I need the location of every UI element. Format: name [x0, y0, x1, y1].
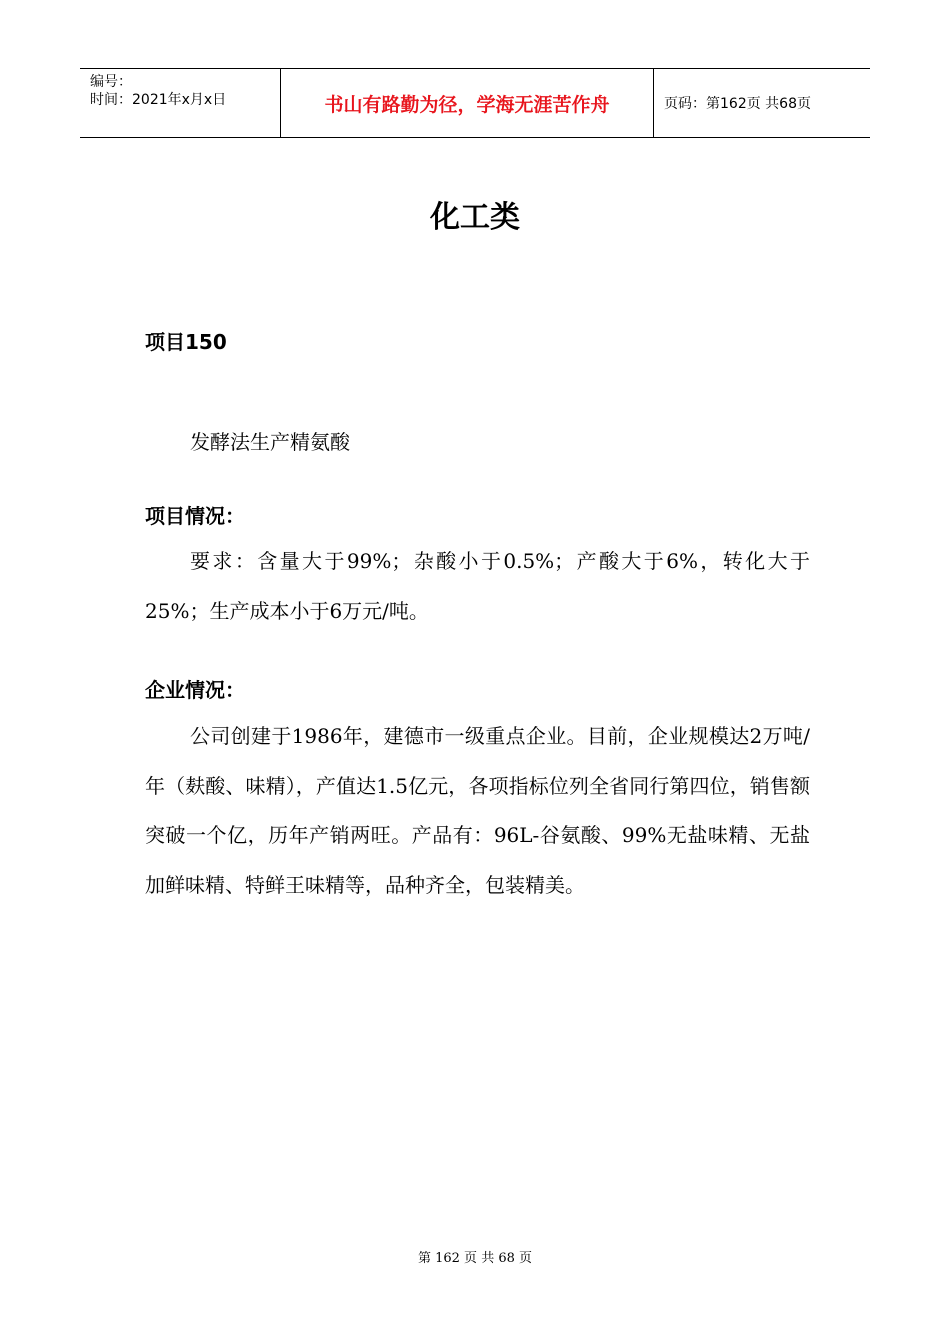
page-header [80, 68, 870, 138]
project-number: 项目150 [145, 330, 227, 354]
project-status-text: 要求：含量大于99%；杂酸小于0.5%；产酸大于6%，转化大于25%；生产成本小于6万元/吨。 [145, 549, 810, 623]
company-status-text: 公司创建于1986年，建德市一级重点企业。目前，企业规模达2万吨/年（麸酸、味精），产值达1.5亿元，各项指标位列全省同行第四位，销售额突破一个亿，历年产销两旺。产品有：96L-谷氨酸、99%无盐味精、无盐加鲜味精、特鲜王味精等，品种齐全，包装精美。 [145, 724, 810, 897]
project-name: 发酵法生产精氨酸 [190, 430, 350, 454]
header-page-info: 页码：第162页 共68页 [664, 96, 811, 112]
page-title: 化工类 [430, 200, 520, 235]
header-motto: 书山有路勤为径，学海无涯苦作舟 [281, 69, 654, 137]
header-meta [80, 69, 281, 137]
time-label: 时间：2021年x月x日 [90, 92, 227, 108]
project-status-heading: 项目情况： [145, 504, 245, 528]
number-label: 编号： [90, 74, 132, 90]
company-status-heading: 企业情况： [145, 678, 245, 702]
page-footer: 第 162 页 共 68 页 [417, 1251, 533, 1266]
